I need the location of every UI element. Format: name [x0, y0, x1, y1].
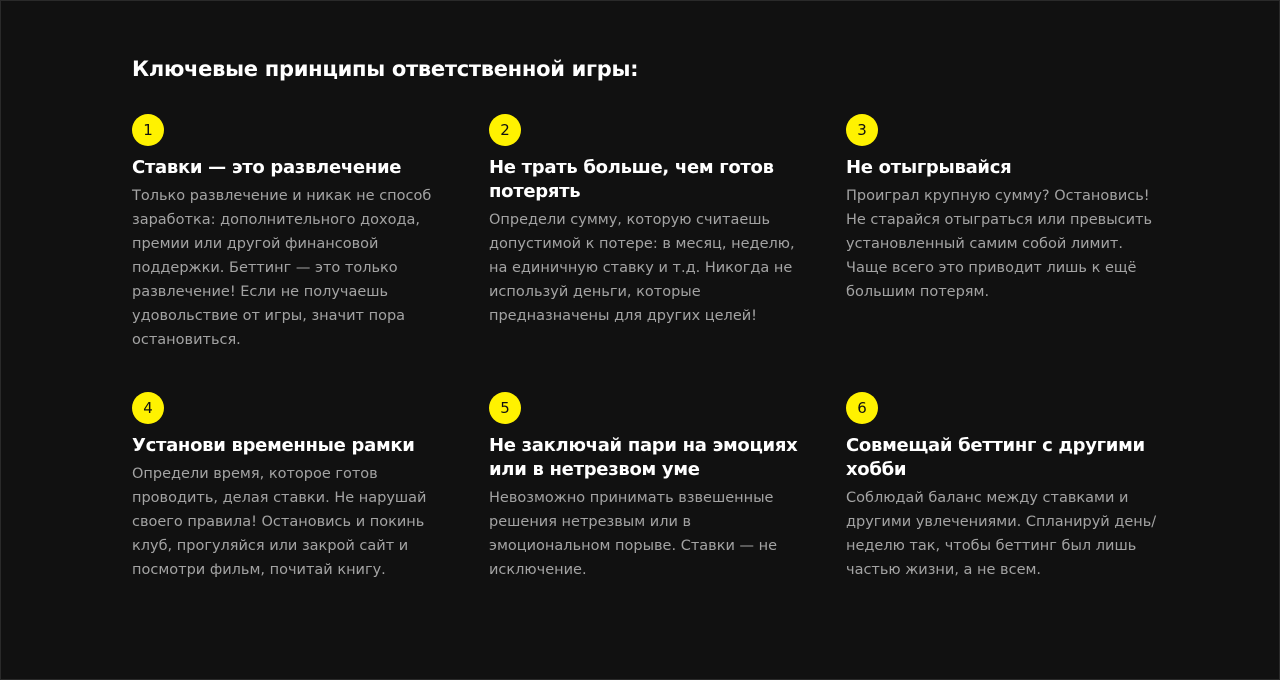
principle-card [489, 114, 809, 328]
principle-number-badge: 4 [132, 392, 164, 424]
principle-title: Совмещай беттинг с другими хобби [846, 435, 1145, 480]
principle-number-badge: 2 [489, 114, 521, 146]
principle-description: Определи время, которое готов проводить, делая ставки. Не нарушай своего правила! Остановись и покинь клуб, прогуляйся или закрой сайт и посмотри фильм, почитай книгу. [132, 466, 427, 578]
section-title: Ключевые принципы ответственной игры: [132, 57, 639, 81]
principle-card [132, 392, 452, 582]
principle-card [846, 114, 1166, 304]
principle-title: Не заключай пари на эмоциях или в нетрезвом уме [489, 435, 798, 480]
principle-description: Только развлечение и никак не способ заработка: дополнительного дохода, премии или другой финансовой поддержки. Беттинг — это только развлечение! Если не получаешь удовольствие от игры, значит пора остановиться. [132, 188, 432, 348]
principle-card [132, 114, 452, 352]
principle-number-badge: 1 [132, 114, 164, 146]
principle-title: Установи временные рамки [132, 435, 415, 456]
principle-description: Соблюдай баланс между ставками и другими увлечениями. Спланируй день/неделю так, чтобы беттинг был лишь частью жизни, а не всем. [846, 490, 1157, 578]
principle-card [846, 392, 1166, 582]
principle-number-badge: 3 [846, 114, 878, 146]
principle-card [489, 392, 809, 582]
principle-number-badge: 5 [489, 392, 521, 424]
principle-description: Невозможно принимать взвешенные решения нетрезвым или в эмоциональном порыве. Ставки — не исключение. [489, 490, 778, 578]
principle-description: Определи сумму, которую считаешь допустимой к потере: в месяц, неделю, на единичную ставку и т.д. Никогда не используй деньги, которые предназначены для других целей! [489, 212, 795, 324]
principle-number-badge: 6 [846, 392, 878, 424]
principle-title: Ставки — это развлечение [132, 157, 402, 178]
principle-description: Проиграл крупную сумму? Остановись! Не старайся отыграться или превысить установленный самим собой лимит. Чаще всего это приводит лишь к ещё большим потерям. [846, 188, 1153, 300]
principle-title: Не трать больше, чем готов потерять [489, 157, 774, 202]
principle-title: Не отыгрывайся [846, 157, 1012, 178]
